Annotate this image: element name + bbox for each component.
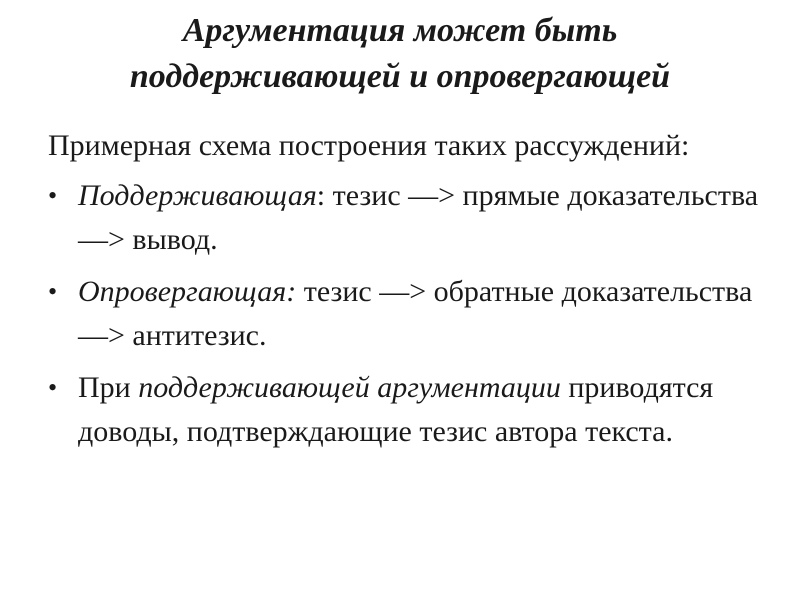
bullet-text: : тезис —> прямые доказательства —> вывод. bbox=[78, 179, 759, 256]
slide-title-line-2: поддерживающей и опровергающей bbox=[129, 58, 671, 95]
bullet-item-supporting-argumentation bbox=[48, 366, 768, 454]
bullet-list bbox=[48, 174, 768, 454]
bullet-item-supporting bbox=[48, 174, 768, 262]
bullet-term: Поддерживающая bbox=[78, 179, 317, 212]
bullet-prefix: При bbox=[78, 371, 139, 404]
intro-paragraph: Примерная схема построения таких рассуждений: bbox=[48, 129, 690, 162]
bullet-term: Опровергающая: bbox=[78, 275, 297, 308]
bullet-text: приводятся доводы, подтверждающие тезис автора текста. bbox=[78, 371, 714, 448]
slide-body bbox=[48, 124, 768, 462]
slide-title-line-1: Аргументация может быть bbox=[182, 12, 618, 49]
bullet-marker: • bbox=[48, 181, 58, 210]
bullet-text: тезис —> обратные доказательства —> антитезис. bbox=[78, 275, 753, 352]
slide-title bbox=[40, 8, 760, 100]
bullet-term: поддерживающей аргументации bbox=[138, 371, 561, 404]
bullet-marker: • bbox=[48, 277, 58, 306]
bullet-item-refuting bbox=[48, 270, 768, 358]
bullet-marker: • bbox=[48, 373, 58, 402]
